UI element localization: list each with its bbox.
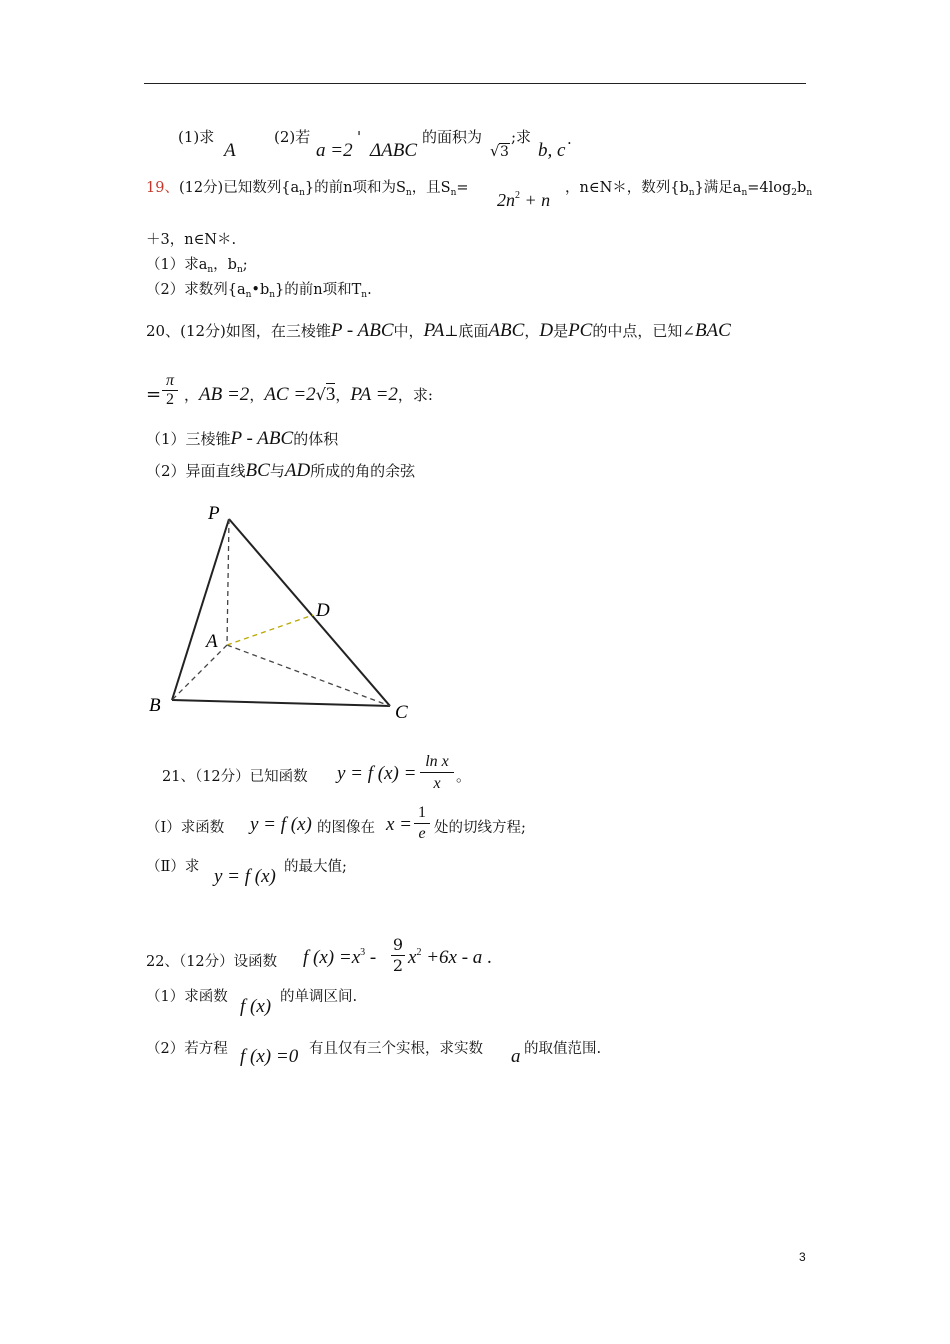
q18-part2-prefix: (2)若: [274, 128, 311, 146]
q22-part1-fx: f (x): [240, 996, 272, 1017]
q21-den: x: [433, 775, 441, 792]
q21-part2-b: 的最大值;: [284, 859, 347, 875]
q20-part1-pabc: P - ABC: [230, 428, 294, 449]
q19-text-e: ，n∈N＊，数列{b: [565, 180, 689, 196]
q18-part2-vars: b, c: [538, 140, 566, 161]
q21-part1-c: 处的切线方程;: [434, 820, 526, 836]
q20-two: 2: [166, 391, 174, 408]
q19-part2: [146, 278, 372, 299]
label-c: C: [395, 702, 408, 723]
subscript: n: [688, 188, 695, 198]
q20-part2-b: 与: [269, 462, 285, 480]
q22-part2-c: 的取值范围.: [524, 1041, 602, 1057]
q20-ask: ，求:: [397, 386, 433, 404]
q20-text-e: 的中点，已知∠: [592, 322, 695, 340]
q22-x2: x: [408, 947, 417, 968]
q20-part1: [146, 428, 338, 450]
q21-part1-fraction: [414, 803, 430, 844]
q19-formula: [497, 190, 550, 211]
q21-part2-a: （Ⅱ）求: [146, 859, 200, 875]
q19-part2-a: （2）求数列{a: [146, 282, 246, 298]
q20-sqrt3: 3: [325, 384, 336, 405]
q20-text-d: 是: [553, 322, 569, 340]
q22-formula: [303, 947, 376, 969]
q21-one: 1: [418, 804, 426, 821]
q20-pi-fraction: [162, 372, 178, 409]
q22-nine: 9: [392, 935, 404, 954]
edge-ad: [227, 615, 313, 645]
subscript: n: [741, 188, 748, 198]
q20-part2-c: 所成的角的余弦: [310, 462, 416, 480]
q21-part1-b: 的图像在: [317, 820, 375, 836]
q20-text-a: 20、(12分)如图，在三棱锥: [146, 322, 331, 340]
q21-part2-fx: y = f (x): [214, 866, 276, 887]
edge-pa: [227, 519, 229, 645]
q18-part2-sep: ': [357, 128, 362, 146]
q21-end: 。: [456, 767, 472, 785]
q19-formula-plus-n: + n: [524, 190, 551, 210]
edge-pb: [172, 519, 229, 700]
header-rule: [144, 83, 806, 84]
q19-text-a: (12分)已知数列{a: [178, 180, 300, 196]
q22-formula-rest: [408, 947, 492, 969]
page-number: 3: [799, 1250, 806, 1264]
label-a: A: [206, 631, 218, 652]
pyramid-figure: [140, 495, 430, 725]
q19-part2-d: .: [367, 282, 372, 298]
q18-part1-prefix: (1)求: [178, 128, 215, 146]
label-b: B: [149, 695, 161, 716]
q20-ac: AC =2: [264, 384, 316, 405]
q18-part1-var: A: [224, 140, 236, 161]
q21-fraction: [420, 752, 454, 795]
q22-fraction: [391, 935, 405, 976]
q22-head: 22、（12分）设函数: [146, 954, 278, 970]
q19-text-c: ，且S: [411, 180, 451, 196]
q20-part2: [146, 460, 415, 482]
q22-minus: -: [365, 947, 377, 968]
q21-part1-fx: y = f (x): [250, 814, 312, 835]
q19-formula-2n: 2n: [497, 190, 515, 210]
q21-part1-a: （Ⅰ）求函数: [146, 820, 225, 836]
superscript: 2: [515, 190, 520, 201]
subscript: 2: [791, 188, 798, 198]
subscript: n: [207, 265, 214, 275]
q19-part1-c: ;: [242, 257, 248, 273]
q18-sqrt-value: 3: [500, 144, 509, 160]
edge-pc: [229, 519, 390, 706]
q20-part2-a: （2）异面直线: [146, 462, 246, 480]
q20-part1-b: 的体积: [293, 430, 339, 448]
q20-bac: BAC: [694, 320, 731, 341]
subscript: n: [269, 290, 276, 300]
q18-part2-end: .: [567, 130, 572, 148]
q20-bc: BC: [245, 460, 270, 481]
q21-head: 21、（12分）已知函数: [162, 769, 308, 785]
q20-d: D: [539, 320, 554, 341]
q20-text-c: ⊥底面: [444, 322, 489, 340]
q20-pi: π: [165, 372, 174, 389]
q19-text-g: =4log: [747, 180, 792, 196]
subscript: n: [806, 188, 813, 198]
subscript: n: [236, 265, 243, 275]
subscript: n: [245, 290, 252, 300]
q19-text-f: }满足a: [694, 180, 742, 196]
q22-fx-eq: f (x) =x: [303, 947, 361, 968]
q20-pc: PC: [568, 320, 593, 341]
q19-part1: [146, 253, 248, 274]
q19-line2: ＋3，n∈N＊.: [146, 232, 237, 248]
q18-part2-text: 的面积为: [422, 128, 483, 146]
label-d: D: [316, 600, 330, 621]
q22-two: 2: [392, 956, 404, 975]
q20-pa2: PA =2: [350, 384, 398, 405]
q19-part1-a: （1）求a: [146, 257, 208, 273]
superscript: 2: [416, 947, 422, 958]
q19-part2-b: •b: [251, 282, 270, 298]
q20-equals: =: [146, 384, 162, 405]
q19-line1-tail: [565, 176, 812, 197]
q20-ad: AD: [284, 460, 311, 481]
q20-abc: ABC: [488, 320, 525, 341]
q19-text-b: }的前n项和为S: [304, 180, 406, 196]
subscript: n: [405, 188, 412, 198]
q21-yfx: y = f (x) =: [337, 763, 417, 784]
subscript: n: [361, 290, 368, 300]
q19-text-d: =: [456, 180, 469, 196]
edge-ac: [227, 645, 390, 706]
q22-part2-fx: f (x) =0: [240, 1046, 299, 1067]
subscript: n: [299, 188, 305, 198]
q22-part2-a-var: a: [511, 1046, 521, 1067]
q19-text-i: b: [797, 180, 807, 196]
q20-part1-a: （1）三棱锥: [146, 430, 231, 448]
q20-comma: ，: [524, 322, 540, 340]
q22-part2-a: （2）若方程: [146, 1041, 228, 1057]
q18-part2-triangle: ΔABC: [370, 140, 418, 161]
q18-part2-cond: a =2: [316, 140, 353, 161]
edge-bc: [172, 700, 390, 706]
q19-part2-c: }的前n项和T: [275, 282, 362, 298]
q18-part2-tail: ;求: [511, 128, 532, 146]
q22-part2-b: 有且仅有三个实根，求实数: [309, 1041, 483, 1057]
q20-ab: AB =2: [199, 384, 250, 405]
q22-dot: .: [482, 947, 492, 968]
q20-text-b: 中，: [393, 322, 424, 340]
q19-line1: [146, 176, 469, 197]
q20-line1: [146, 320, 731, 342]
q20-line2: ，AB =2，AC =2√3，PA =2，求:: [184, 384, 433, 405]
q20-pabc: P - ABC: [330, 320, 394, 341]
label-p: P: [208, 503, 220, 524]
q18-sqrt-sign: √: [490, 142, 500, 160]
superscript: 3: [360, 947, 366, 958]
q19-number: 19、: [146, 180, 179, 196]
q21-num: ln x: [425, 753, 449, 770]
q19-part1-b: ，b: [213, 257, 237, 273]
q22-rest: +6x - a: [421, 947, 483, 968]
q20-pa: PA: [423, 320, 445, 341]
subscript: n: [450, 188, 457, 198]
q21-part1-x: x =: [386, 814, 413, 835]
q22-part1-a: （1）求函数: [146, 989, 228, 1005]
q21-e: e: [418, 825, 426, 842]
q22-part1-b: 的单调区间.: [280, 989, 358, 1005]
